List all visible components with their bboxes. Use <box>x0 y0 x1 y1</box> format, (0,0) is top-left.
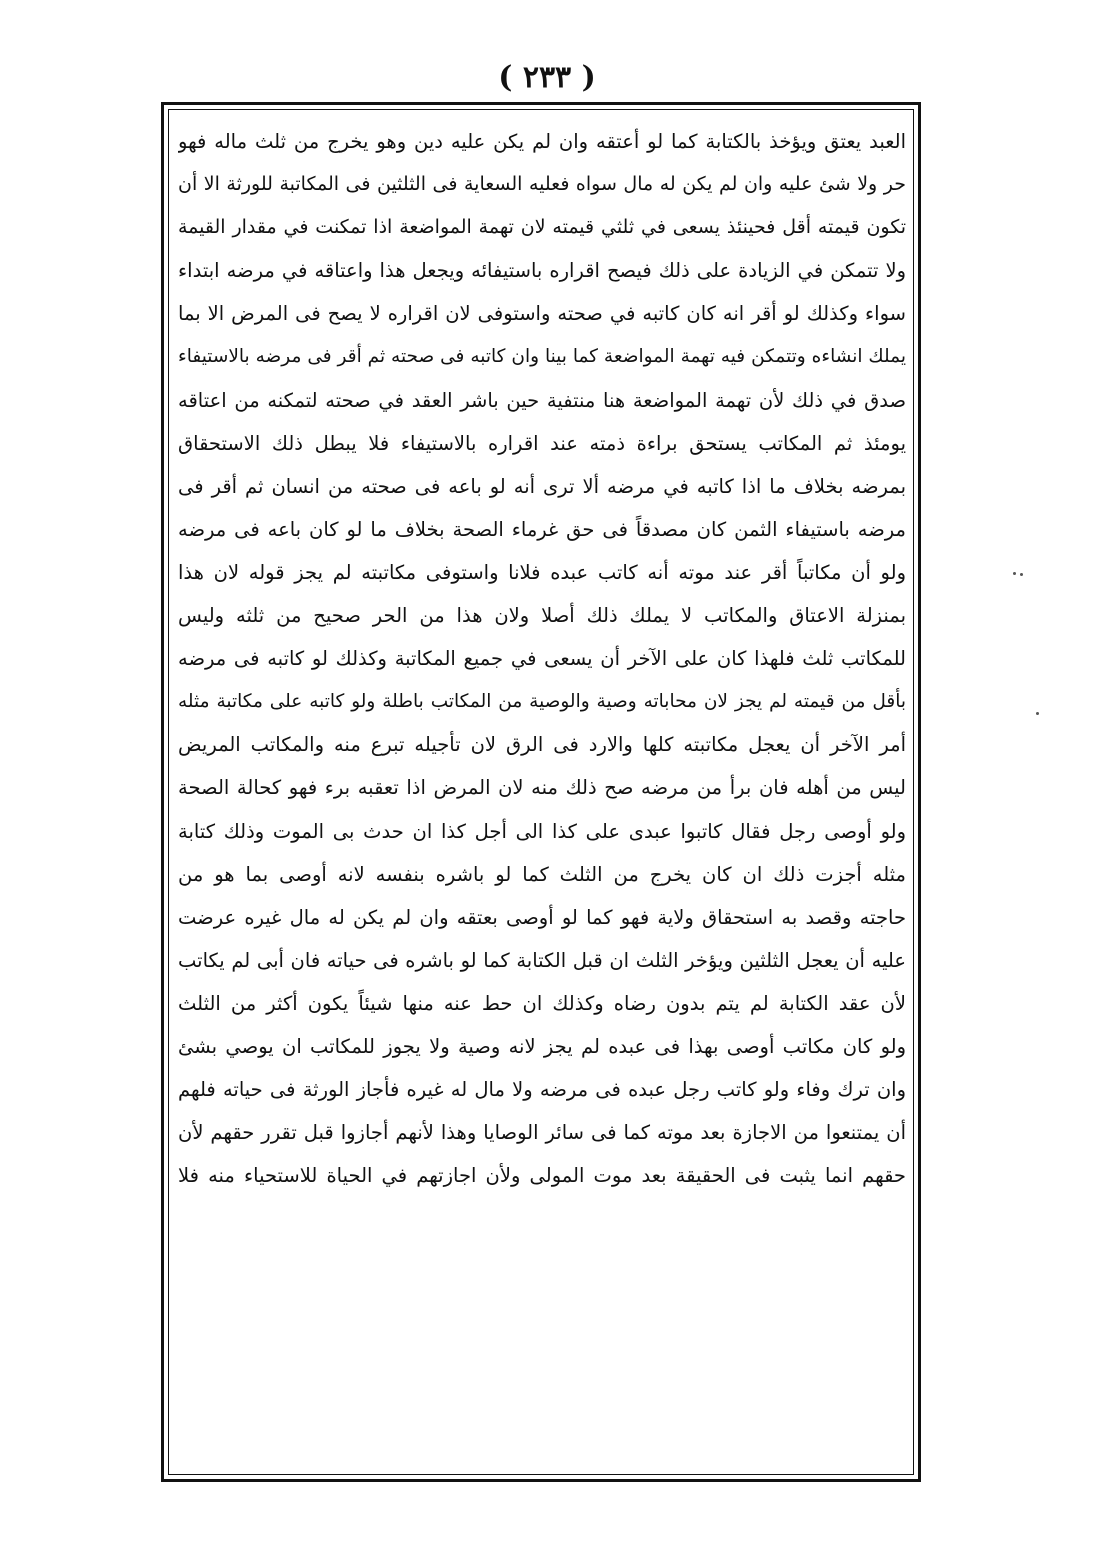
scan-speck <box>1020 573 1023 576</box>
text-line: ولا تتمكن في الزيادة على ذلك فيصح اقراره باستيفائه ويجعل هذا واعتاقه في مرضه ابتداء <box>178 259 906 283</box>
text-line: ولو كان مكاتب أوصى بهذا فى عبده لم يجز لانه وصية ولا يجوز للمكاتب ان يوصي بشئ <box>178 1034 906 1058</box>
text-line: حاجته وقصد به استحقاق ولاية فهو كما لو أوصى بعتقه وان لم يكن له مال غيره عرضت <box>178 905 906 929</box>
text-line: يومئذ ثم المكاتب يستحق براءة ذمته عند اقراره بالاستيفاء فلا يبطل ذلك الاستحقاق <box>178 431 906 455</box>
text-line: ليس من أهله فان برأ من مرضه صح ذلك منه لان المرض اذا تعقبه برء فهو كحالة الصحة <box>178 776 906 800</box>
text-line: يملك انشاءه وتتمكن فيه تهمة المواضعة كما بينا وان كاتبه فى صحته ثم أقر فى مرضه بالاستيفاء <box>178 346 906 368</box>
text-line: عليه أن يعجل الثلثين ويؤخر الثلث ان قبل الكتابة كما لو باشره فى حياته فان أبى لم يكاتب <box>178 948 906 972</box>
text-line: حر ولا شئ عليه وان لم يكن له مال سواه فعليه السعاية فى الثلثين فى المكاتبة للورثة الا أن <box>178 173 906 196</box>
text-line: صدق في ذلك لأن تهمة المواضعة هنا منتفية حين باشر العقد في صحته لتمكنه من اعتاقه <box>178 388 906 412</box>
text-line: بأقل من قيمته لم يجز لان محاباته وصية والوصية من المكاتب باطلة ولو كاتبه على مكاتبة مثله <box>178 691 906 713</box>
text-line: مثله أجزت ذلك ان كان يخرج من الثلث كما لو باشره بنفسه لانه أوصى بما هو من <box>178 862 906 886</box>
text-line: مرضه باستيفاء الثمن كان مصدقاً فى حق غرماء الصحة بخلاف ما لو كان باعه فى مرضه <box>178 517 906 541</box>
text-line: تكون قيمته أقل فحينئذ يسعى في ثلثي قيمته لان تهمة المواضعة اذا تمكنت في مقدار القيمة <box>178 216 906 239</box>
text-body <box>178 120 906 1197</box>
scan-speck <box>1013 572 1016 575</box>
text-line: لأن عقد الكتابة لم يتم بدون رضاه وكذلك ان حط عنه منها شيئاً يكون أكثر من الثلث <box>178 991 906 1015</box>
text-line: سواء وكذلك لو أقر انه كان كاتبه في صحته واستوفى لان اقراره لا يصح فى المرض الا بما <box>178 302 906 326</box>
text-line: أمر الآخر أن يعجل مكاتبته كلها والارد فى الرق لان تأجيله تبرع منه والمكاتب المريض <box>178 733 906 757</box>
text-line: بمنزلة الاعتاق والمكاتب لا يملك ذلك أصلا ولان هذا من الحر صحيح من ثلثه وليس <box>178 604 906 628</box>
scan-speck <box>1036 712 1039 715</box>
text-line: وان ترك وفاء ولو كاتب رجل عبده فى مرضه ولا مال له غيره فأجاز الورثة فى حياته فلهم <box>178 1078 906 1102</box>
text-line: ولو أن مكاتباً أقر عند موته أنه كاتب عبده فلانا واستوفى مكاتبته لم يجز قوله لان هذا <box>178 560 906 584</box>
text-line: ولو أوصى رجل فقال كاتبوا عبدى على كذا الى أجل كذا ان حدث بى الموت وذلك كتابة <box>178 819 906 843</box>
text-line: أن يمتنعوا من الاجازة بعد موته كما فى سائر الوصايا وهذا لأنهم أجازوا قبل تقرر حقهم لأن <box>178 1121 906 1145</box>
text-line: حقهم انما يثبت فى الحقيقة بعد موت المولى ولأن اجازتهم في الحياة للاستحياء منه فلا <box>178 1164 906 1188</box>
page-number: ( ٢٣٣ ) <box>498 60 596 95</box>
text-line: بمرضه بخلاف ما اذا كاتبه في مرضه ألا ترى أنه لو باعه فى صحته من انسان ثم أقر فى <box>178 474 906 498</box>
text-line: للمكاتب ثلث فلهذا كان على الآخر أن يسعى في جميع المكاتبة وكذلك لو كاتبه فى مرضه <box>178 647 906 671</box>
text-line: العبد يعتق ويؤخذ بالكتابة كما لو أعتقه وان لم يكن عليه دين وهو يخرج من ثلث ماله فهو <box>178 130 906 153</box>
